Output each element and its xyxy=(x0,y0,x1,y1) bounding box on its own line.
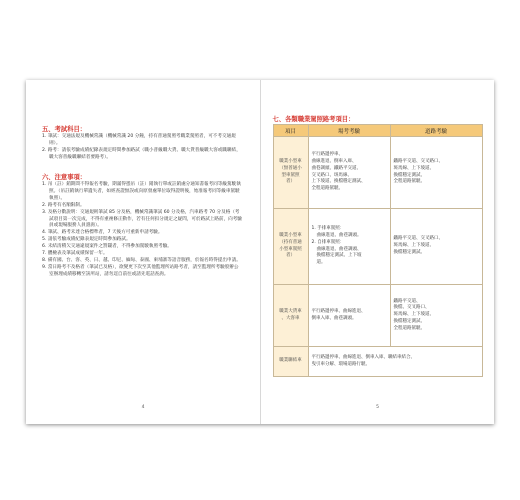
list-item: 3. 及格分數說明：交通規則筆試 85 分及格，機械常識筆試 60 分及格，汽車路考 70 分及格（考試項目第一次完成，不得有重複修正動作，若有任何扣分規定之疑問，可於路試上路前，向考驗員或現場服務人員諮詢）。 xyxy=(42,209,242,229)
section6-title: 六、注意事項： xyxy=(42,174,87,181)
table-row xyxy=(273,347,482,377)
exam-items-table xyxy=(273,124,483,377)
row-field-test: 平行路邊停車、 曲線進退、倒車入庫、 曲巷調頭、鐵路平交道、 交叉路口、斑馬線、 上下坡道、換檔穩定測試、 全程道路駕駛。 xyxy=(308,137,390,209)
header-item: 項目 xyxy=(273,125,308,137)
row-field-test: 1. 手排車駕照： 曲線進退、曲巷調頭。 2. 自排車駕照： 曲線進退、曲巷調頭、 換檔穩定測試、上下坡 道。 xyxy=(308,209,390,285)
row-category: 職業聯結車 xyxy=(273,347,308,377)
row-road-test: 鐵路平交道、交叉路口、 斑馬線、上下坡道、 換檔穩定測試。 xyxy=(390,209,482,285)
list-item: 7. 體檢表及筆試成績保留一年。 xyxy=(42,251,108,257)
header-road-test: 道路考驗 xyxy=(390,125,482,137)
right-page xyxy=(261,80,495,424)
section7-title: 七、各類職業駕照路考項目： xyxy=(272,116,355,123)
section5-list xyxy=(42,134,242,162)
header-field-test: 場考考驗 xyxy=(308,125,390,137)
list-item: 2. 路考：請依考驗成績紀錄表規定時間參加路試（職小普級職大貨、職大貨普級職大客或職聯結，職大客普級職聯結者要路考）。 xyxy=(42,147,241,160)
list-item: 6. 未結清積欠交通違規案件之罰鍰者，不得參加駕駛執照考驗。 xyxy=(42,244,172,250)
row-field-test: 平行路邊停車、曲線進退、 倒車入庫、曲巷調頭。 xyxy=(308,285,390,347)
list-item: 9. 當日路考不及格者（筆試已及格），欲變更下次至其他監理所站路考者，請至監理所考驗股辦公室辦理成績移轉至該所站，請勿逕自前往或請先電話查詢。 xyxy=(42,264,239,277)
list-item: 2. 路考有名額限制。 xyxy=(42,202,85,208)
list-item: 1. 吊（註）銷期間不得報名考驗，期滿得憑吊（註）銷執行單或註銷處分通知書報考同等級駕駛執照。（吊註銷執行單遺失者，如經查證無誤或向原發處單位取得證明後，始准報考同等級車駕駛執照）。 xyxy=(42,182,241,201)
page-number: 5 xyxy=(376,405,379,410)
row-combined-test: 平行路邊停車、曲線進退、倒車入庫、聯結車結合、 曳引車分解、環場道路行駛。 xyxy=(308,347,482,377)
row-category: 職業大貨車 、大客車 xyxy=(273,285,308,347)
section5-title: 五、考試科目： xyxy=(42,126,87,133)
table-row xyxy=(273,137,482,209)
row-road-test: 鐵路平交道、 換檔、交叉路口、 斑馬線、上下坡道、 換檔穩定測試、 全程道路駕駛。 xyxy=(390,285,482,347)
table-row xyxy=(273,209,482,285)
row-category: 職業小型車 （持有普通 小型車駕照 者） xyxy=(273,209,308,285)
list-item: 8. 備有國、台、客、英、日、越、印尼、緬甸、泰國、柬埔寨等語音服務，於報名時得提出申請。 xyxy=(42,257,241,263)
list-item: 1. 筆試：交通法規及機械常識（機械常識 20 分鐘，持有普通駕照考職業駕照者，可不考交通規則）。 xyxy=(42,134,236,146)
list-item: 5. 請依考驗成績紀錄表規定時間參加路試。 xyxy=(42,237,131,243)
list-item: 4. 筆試、路考未達合格標準者，7 天後方可重新申請考驗。 xyxy=(42,230,163,236)
table-row xyxy=(273,285,482,347)
section6-list xyxy=(42,182,242,279)
book-spread xyxy=(26,80,494,424)
row-category: 職業小型車 （無普通小 型車駕照 者） xyxy=(273,137,308,209)
left-page xyxy=(26,80,261,424)
page-number: 4 xyxy=(141,405,145,410)
row-road-test: 鐵路平交道、交叉路口、 斑馬線、上下坡道、 換檔穩定測試、 全程道路駕駛。 xyxy=(390,137,482,209)
